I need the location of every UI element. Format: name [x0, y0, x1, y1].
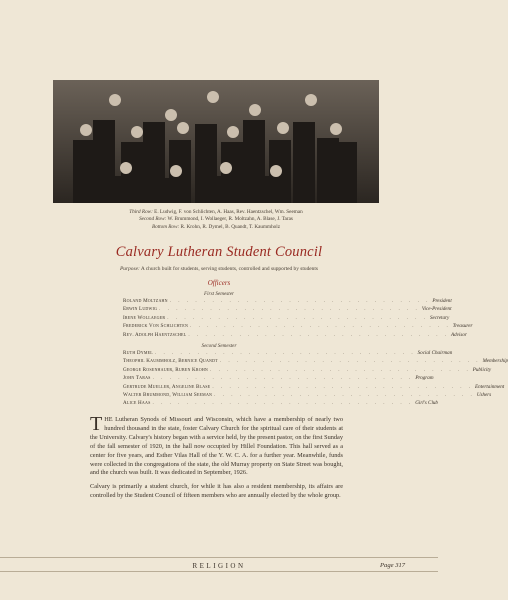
leader-dots: . . . . . . . . . . . . . . . . . . . . . . . . . . . . . . . — [212, 383, 474, 390]
officer-name: Roland Moltzahn — [123, 298, 168, 304]
officer-name: Rev. Adolph Haentzschel — [123, 331, 187, 338]
officer-row — [123, 314, 450, 323]
caption-row-names: R. Krohn, R. Dymel, B. Quandt, T. Kaummholz — [180, 223, 281, 230]
officer-row — [123, 375, 434, 383]
officer-row — [123, 400, 438, 408]
footer-rule-top — [0, 557, 438, 558]
caption-row-names: W. Brummond, I. Wollaeger, R. Moltzahn, A. Blase, J. Taras — [167, 216, 293, 223]
group-photo-image — [53, 80, 379, 203]
leader-dots: . . . . . . . . . . . . . . . . . . . . . . . . . . . . . . . — [169, 298, 431, 304]
footer-rule-bottom — [0, 571, 438, 572]
purpose-line — [40, 266, 398, 272]
leader-dots: . . . . . . . . . . . . . . . . . . . . . . . . . . . . . . . — [152, 400, 414, 407]
officer-row — [123, 366, 492, 375]
group-photo — [53, 80, 379, 203]
officer-title: Vice-President — [421, 306, 452, 313]
leader-dots: . . . . . . . . . . . . . . . . . . . . . . . . . . . . . . . — [159, 306, 420, 313]
officer-name: Ruth Dymel — [123, 350, 153, 356]
officer-title: Membership — [482, 358, 508, 365]
officer-title: Advisor — [451, 331, 467, 338]
page-title: Calvary Lutheran Student Council — [115, 244, 323, 260]
purpose-label: Purpose: — [120, 266, 140, 272]
officer-name: Alice Haas — [123, 400, 151, 407]
officer-name: Walter Brummond, William Seeman — [123, 391, 213, 398]
officer-title: Treasurer — [452, 323, 473, 330]
officer-title: Ushers — [476, 391, 492, 398]
officer-title: Entertainment — [475, 383, 505, 390]
caption-row — [53, 216, 379, 223]
caption-row-label: Third Row: — [129, 209, 153, 215]
body-text — [90, 413, 343, 506]
caption-row-label: Bottom Row: — [151, 223, 180, 230]
caption-row-label: Second Row: — [139, 216, 167, 223]
officer-name: Gertrude Mueller, Angeline Blase — [123, 383, 211, 390]
officer-title: Program — [415, 375, 434, 382]
leader-dots: . . . . . . . . . . . . . . . . . . . . . . . . . . . . . . . — [154, 350, 416, 356]
leader-dots: . . . . . . . . . . . . . . . . . . . . . . . . . . . . . . . — [167, 314, 428, 321]
caption-row-names: E. Ludwig, F. von Schlichten, A. Haas, Rev. Haentzschel, Wm. Seeman — [154, 209, 303, 215]
officer-row — [123, 350, 453, 358]
footer-page-number: Page 317 — [380, 562, 406, 569]
officer-name: Frederick Von Schlichten — [123, 323, 189, 330]
officer-title: President — [432, 298, 452, 304]
body-paragraph-text: Calvary is primarily a student church, for while it has also a resident membership, its affairs are controlled by the Student Council of fifteen members who are annually elected by the whole group. — [90, 483, 343, 500]
officer-name: John Taras — [123, 375, 151, 382]
caption-row — [53, 224, 379, 231]
officer-row — [123, 358, 508, 366]
leader-dots: . . . . . . . . . . . . . . . . . . . . . . . . . . . . . . . — [188, 331, 450, 338]
first-semester-list — [123, 298, 473, 340]
second-semester-list — [123, 350, 508, 409]
officer-name: Theophil Kaummholz, Bernice Quandt — [123, 358, 218, 365]
officer-title: Girl's Club — [415, 400, 438, 407]
officer-row — [123, 306, 452, 314]
officer-name: Erwin Ludwig — [123, 306, 158, 313]
drop-cap: T — [90, 413, 103, 435]
leader-dots: . . . . . . . . . . . . . . . . . . . . . . . . . . . . . . . — [190, 323, 451, 330]
officer-title: Secretary — [429, 314, 450, 321]
officer-name: Irene Wollaeger — [123, 314, 166, 321]
officer-row — [123, 323, 473, 331]
officer-title: Publicity — [472, 366, 492, 373]
leader-dots: . . . . . . . . . . . . . . . . . . . . . . . . . . . . . . . — [152, 375, 414, 382]
officer-row — [123, 331, 467, 340]
officer-name: George Rosenhauer, Ruben Krohn — [123, 366, 209, 373]
officer-row — [123, 391, 492, 400]
body-paragraph-text: HE Lutheran Synods of Missouri and Wisconsin, which have a membership of nearly two hundred thousand in the state, foster Calvary Church for the spiritual care of their students at the University. Calvary's history began with a service held, by the present pastor, on the first Sunday of the fall semester of 1920, in the hall now occupied by Hillel Foundation. This hall served as a center for five years, and Esther Vilas Hall of the Y. W. C. A. for a further year. Meanwhile, funds were collected in the congregations of the state, the old Murray property on State Street was bought, and the church was built. It was dedicated in September, 1926. — [90, 416, 343, 477]
photo-caption — [53, 209, 379, 231]
leader-dots: . . . . . . . . . . . . . . . . . . . . . . . . . . . . . . . — [214, 391, 475, 398]
officer-row — [123, 383, 505, 392]
leader-dots: . . . . . . . . . . . . . . . . . . . . . . . . . . . . . . . — [219, 358, 481, 365]
caption-row — [53, 209, 379, 216]
leader-dots: . . . . . . . . . . . . . . . . . . . . . . . . . . . . . . . — [210, 366, 471, 373]
officers-heading: Officers — [207, 279, 231, 287]
officer-row — [123, 298, 452, 306]
body-paragraph — [90, 413, 343, 478]
first-semester-heading: First Semester — [203, 291, 235, 297]
purpose-text: A church built for students, serving students, controlled and supported by students — [140, 266, 318, 272]
body-paragraph — [90, 483, 343, 501]
officer-title: Social Chairman — [417, 350, 453, 356]
second-semester-heading: Second Semester — [201, 343, 237, 349]
footer-section-name: RELIGION — [192, 562, 246, 570]
